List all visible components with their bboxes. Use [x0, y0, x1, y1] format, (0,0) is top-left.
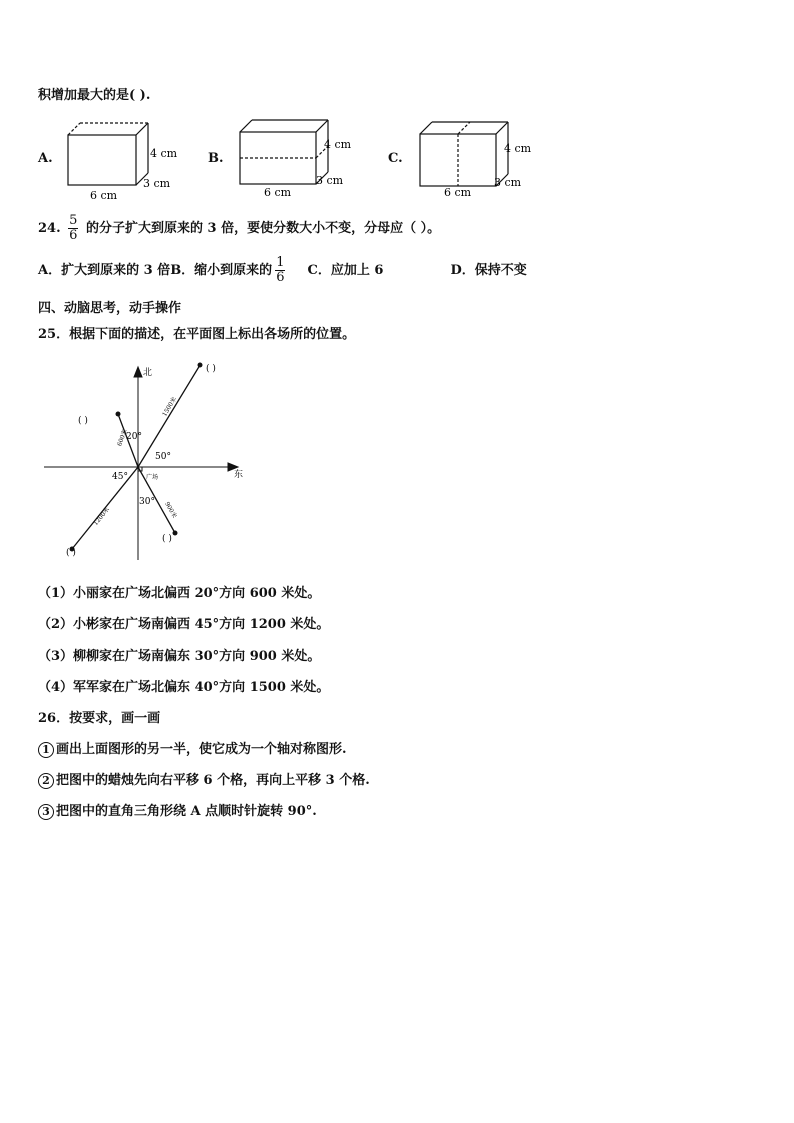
q25-direction-map: [38, 355, 258, 565]
q24-option-b-fraction: [275, 256, 285, 285]
q24-fraction: [68, 214, 78, 243]
q26-title: 26．按要求，画一画: [38, 711, 161, 726]
q24-frac-num: 5: [69, 213, 78, 228]
q24-text: 的分子扩大到原来的 3 倍，要使分数大小不变，分母应（ ）。: [85, 221, 441, 236]
q26-item-2-text: 把图中的蜡烛先向右平移 6 个格，再向上平移 3 个格.: [56, 773, 370, 788]
q26-item-3-text: 把图中的直角三角形绕 A 点顺时针旋转 90°.: [56, 804, 317, 819]
q23-option-c-letter: C.: [388, 151, 403, 166]
map-dist-nw: 600米: [116, 428, 129, 448]
q24-option-b-num: 1: [276, 255, 285, 270]
q26-item-1-mark: 1: [38, 742, 54, 758]
map-east-label: 东: [234, 470, 244, 480]
q25-item-1: （1）小丽家在广场北偏西 20°方向 600 米处。: [38, 586, 321, 601]
se-endpoint: [173, 531, 178, 536]
ne-endpoint: [198, 363, 203, 368]
q23-b-side-label: 4 cm: [324, 138, 352, 151]
q24-number: 24.: [38, 221, 61, 236]
q24-option-a: A．扩大到原来的 3 倍: [38, 263, 171, 278]
q23-stem: 积增加最大的是( ).: [38, 88, 151, 103]
map-blank-sw: ( ): [66, 548, 76, 558]
q24-stem: [38, 214, 440, 243]
q23-option-b-cuboid: [232, 110, 372, 205]
map-dist-se: 900米: [163, 500, 178, 520]
q26-item-2: [38, 769, 370, 789]
map-blank-nw: ( ): [78, 416, 88, 426]
q25-item-3: （3）柳柳家在广场南偏东 30°方向 900 米处。: [38, 649, 321, 664]
q25-item-2: （2）小彬家在广场南偏西 45°方向 1200 米处。: [38, 617, 330, 632]
map-dist-sw: 1200米: [92, 506, 112, 528]
q23-option-c-cuboid: [412, 112, 552, 204]
q23-a-depth-label: 3 cm: [143, 177, 171, 190]
q26-item-1-text: 画出上面图形的另一半，使它成为一个轴对称图形.: [56, 742, 347, 757]
q23-b-depth-label: 3 cm: [316, 174, 344, 187]
q23-option-a-cuboid: [60, 115, 190, 205]
q23-c-side-label: 4 cm: [504, 142, 532, 155]
map-angle-20: 20°: [126, 432, 142, 442]
q24-option-c: C．应加上 6: [307, 263, 384, 278]
q23-b-bottom-label: 6 cm: [264, 186, 292, 199]
map-blank-se: ( ): [162, 534, 172, 544]
q26-item-1: [38, 738, 347, 758]
q26-item-3-mark: 3: [38, 804, 54, 820]
section-heading: 四、动脑思考，动手操作: [38, 301, 182, 316]
map-dist-ne: 1500米: [161, 395, 179, 418]
q26-item-3: [38, 800, 317, 820]
map-angle-30: 30°: [139, 497, 155, 507]
q23-option-b-letter: B.: [208, 151, 224, 166]
q25-item-4: （4）军军家在广场北偏东 40°方向 1500 米处。: [38, 680, 330, 695]
map-angle-45: 45°: [112, 472, 128, 482]
q23-c-bottom-label: 6 cm: [444, 186, 472, 199]
q23-option-a-letter: A.: [38, 151, 53, 166]
q24-frac-den: 6: [69, 228, 78, 243]
map-center-label: 广场: [146, 474, 159, 481]
q24-options: [38, 256, 527, 285]
q24-option-d: D．保持不变: [450, 263, 527, 278]
q26-item-2-mark: 2: [38, 773, 54, 789]
q23-a-bottom-label: 6 cm: [90, 189, 118, 202]
q23-c-depth-label: 3 cm: [494, 176, 522, 189]
map-north-label: 北: [143, 368, 153, 378]
q24-option-b-den: 6: [276, 270, 285, 285]
map-angle-50: 50°: [155, 452, 171, 462]
nw-endpoint: [116, 412, 121, 417]
map-blank-ne: ( ): [206, 364, 216, 374]
q24-option-b: B．缩小到原来的: [170, 263, 273, 278]
q25-title: 25．根据下面的描述，在平面图上标出各场所的位置。: [38, 327, 356, 342]
q23-a-side-label: 4 cm: [150, 147, 178, 160]
